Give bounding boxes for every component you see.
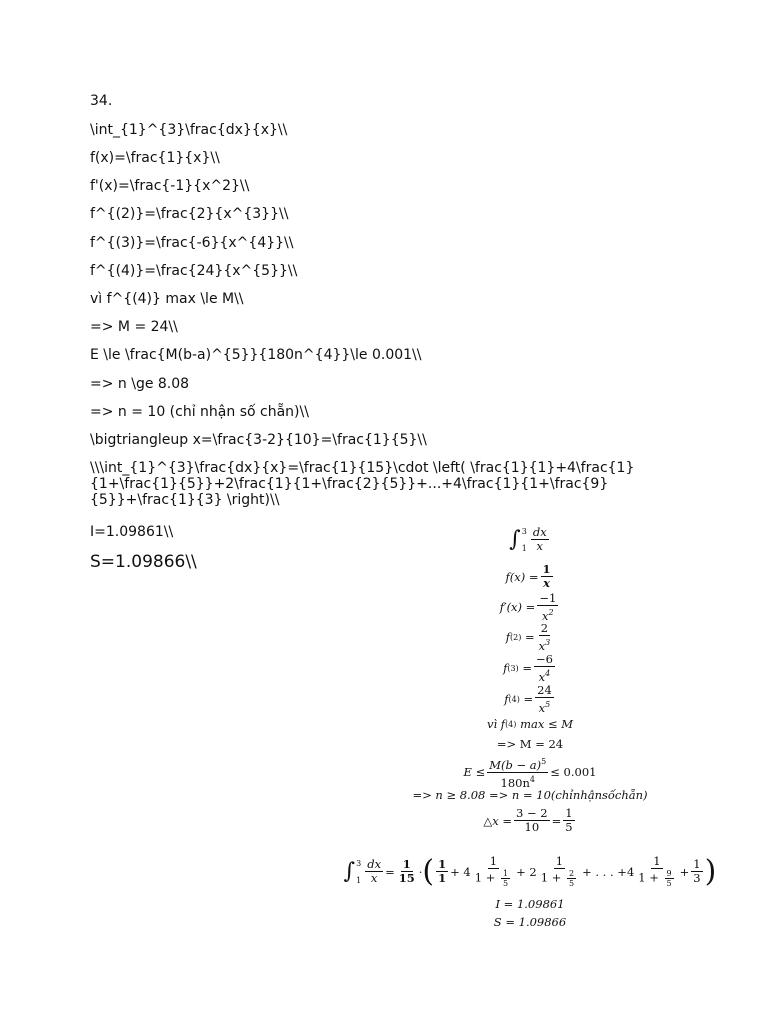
source-line: f'(x)=\frac{-1}{x^2}\\ bbox=[90, 178, 250, 194]
rendered-delta-x: △x = $\frac{3 - 2}{10}$ = $\frac{1}{5}$ bbox=[483, 806, 573, 834]
rendered-f2: f (2) = $\frac{2}{x^3}$ bbox=[505, 621, 551, 653]
source-line: f^{(2)}=\frac{2}{x^{3}}\\ bbox=[90, 206, 289, 222]
source-line: => n \ge 8.08 bbox=[90, 376, 190, 392]
source-line: \int_{1}^{3}\frac{dx}{x}\\ bbox=[90, 122, 288, 138]
source-line: f(x)=\frac{1}{x}\\ bbox=[90, 150, 220, 166]
rendered-f: f(x) = $\frac{1}{x}$ bbox=[505, 562, 551, 590]
source-line: => M = 24\\ bbox=[90, 319, 178, 335]
source-line: \bigtriangleup x=\frac{3-2}{10}=\frac{1}{5}\\ bbox=[90, 432, 427, 448]
source-line: => n = 10 (chỉ nhận số chẵn)\\ bbox=[90, 404, 309, 420]
rendered-f4: f (4) = $\frac{24}{x^5}$ bbox=[504, 683, 552, 715]
source-line: f^{(4)}=\frac{24}{x^{5}}\\ bbox=[90, 263, 298, 279]
rendered-integral: ∫ 3 1 dx x bbox=[509, 525, 547, 553]
rendered-simpson-sum: ∫ 3 1 $\frac{dx}{x}$ = $\frac{1}{15}$ · ( 1 1 + 4 1 1 + $\frac{1}{5}$ + 2 1 1 + $\frac{2}{5}$ + . . . +4 1 1 + $\frac{9}{5}$ + $\frac{1}{3}$ ) bbox=[343, 853, 717, 889]
source-line: I=1.09861\\ bbox=[90, 524, 174, 540]
source-line-simpson: \\\int_{1}^{3}\frac{dx}{x}=\frac{1}{15}\cdot \left( \frac{1}{1}+4\frac{1}{1+\frac{1}{5}}+2\frac{1}{1+\frac{2}{5}}+...+4\frac{1}{1+\frac{9}{5}}+\frac{1}{3} \right)\\ bbox=[90, 460, 635, 508]
rendered-m-value: => M = 24 bbox=[496, 737, 564, 751]
source-line-result: S=1.09866\\ bbox=[90, 552, 197, 572]
source-line: E \le \frac{M(b-a)^{5}}{180n^{4}}\le 0.001\\ bbox=[90, 347, 422, 363]
rendered-f-prime: f′(x) = $\frac{-1}{x^2}$ bbox=[499, 591, 557, 623]
rendered-n-line: => n ≥ 8.08 => n = 10(chỉnhậnsốchẵn) bbox=[412, 788, 648, 802]
rendered-s-value: S = 1.09866 bbox=[493, 915, 567, 929]
rendered-vi-max: vì f (4) max ≤ M bbox=[486, 717, 574, 731]
problem-number: 34. bbox=[90, 93, 113, 109]
source-line: f^{(3)}=\frac{-6}{x^{4}}\\ bbox=[90, 235, 294, 251]
rendered-f3: f (3) = $\frac{-6}{x^4}$ bbox=[503, 652, 553, 684]
rendered-i-value: I = 1.09861 bbox=[495, 897, 565, 911]
source-line: vì f^{(4)} max \le M\\ bbox=[90, 291, 244, 307]
rendered-error-bound: E ≤ $\frac{M(b - a)^5}{180n^4}$ ≤ 0.001 bbox=[463, 757, 597, 790]
